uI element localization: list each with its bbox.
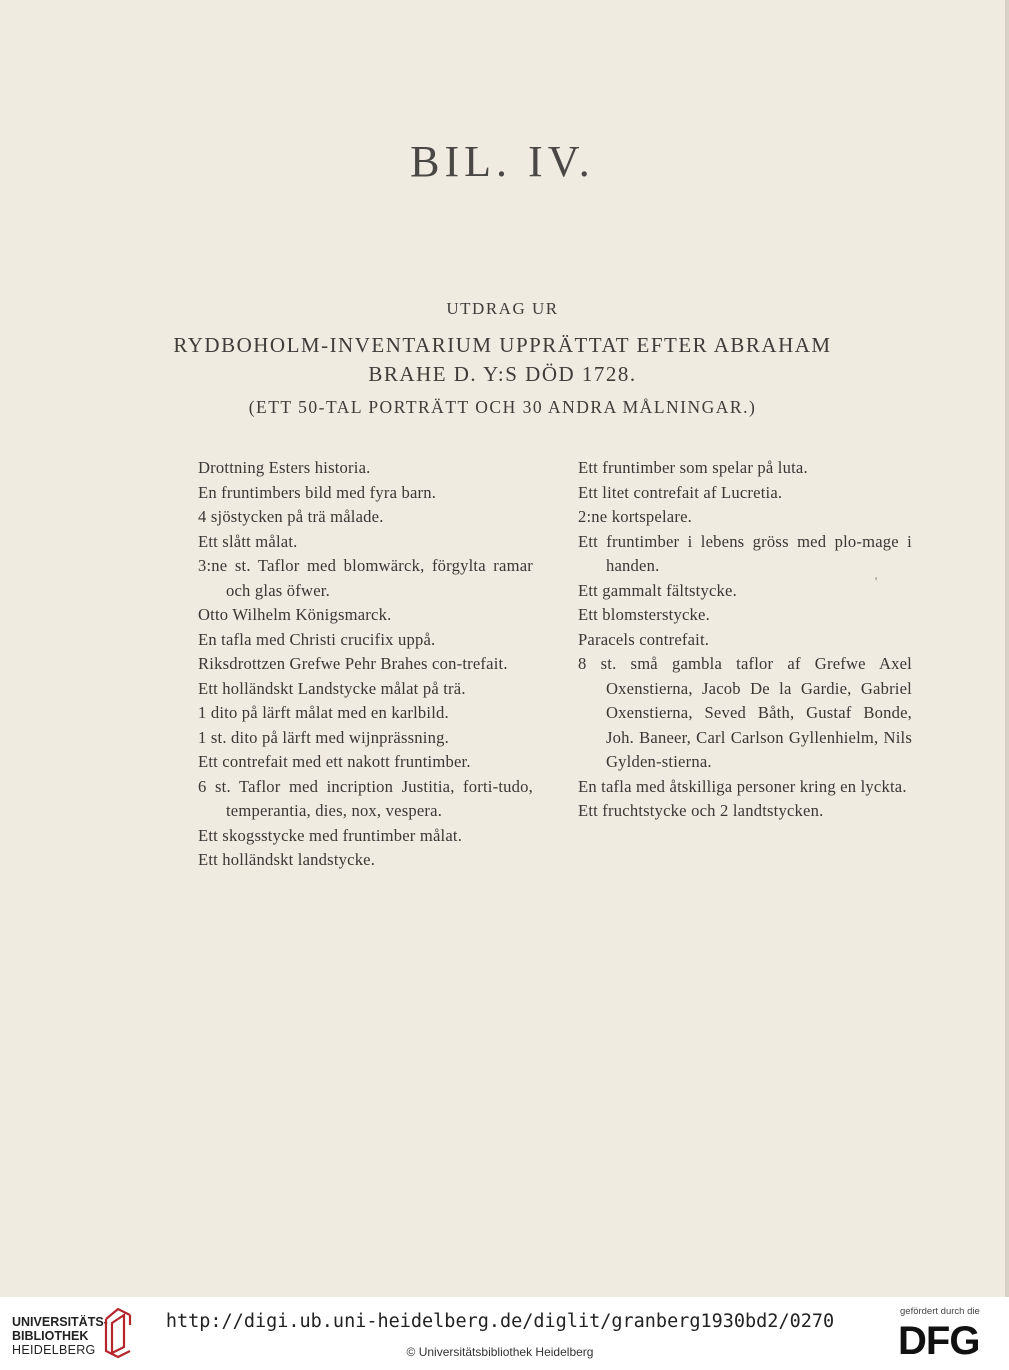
right-column xyxy=(578,456,912,824)
library-name-line2: BIBLIOTHEK xyxy=(12,1329,89,1343)
list-item: Drottning Esters historia. xyxy=(198,458,371,477)
heading-inventory-title: RYDBOHOLM-INVENTARIUM UPPRÄTTAT EFTER ABRAHAM xyxy=(173,333,832,357)
heading-utdrag: UTDRAG UR xyxy=(446,299,559,318)
list-item: Ett holländskt landstycke. xyxy=(198,850,376,869)
list-item: Ett slått målat. xyxy=(198,531,298,551)
dfg-logo[interactable]: DFG xyxy=(898,1319,980,1363)
list-item: 4 sjöstycken på trä målade. xyxy=(198,507,384,526)
list-item: En fruntimbers bild med fyra barn. xyxy=(198,482,437,502)
page-edge xyxy=(1005,0,1009,1297)
list-item: Ett contrefait med ett nakott fruntimber. xyxy=(198,752,471,771)
list-item: Ett gammalt fältstycke. xyxy=(578,580,737,600)
heading-inventory-note: (ETT 50-TAL PORTRÄTT OCH 30 ANDRA MÅLNINGAR.) xyxy=(248,397,757,417)
list-item: 8 st. små gambla taflor af Grefwe Axel Oxenstierna, Jacob De la Gardie, Gabriel Oxenstierna, Seved Båth, Gustaf Bonde, Joh. Baneer, Carl Carlson Gyllenhielm, Nils Gylden-stierna. xyxy=(578,654,912,771)
list-item: Otto Wilhelm Königsmarck. xyxy=(198,605,392,624)
library-name-line1: UNIVERSITÄTS- xyxy=(12,1315,108,1329)
list-item: En tafla med åtskilliga personer kring en lyckta. xyxy=(578,776,907,796)
list-item: 1 st. dito på lärft med wijnprässning. xyxy=(198,727,449,747)
list-item: 1 dito på lärft målat med en karlbild. xyxy=(198,703,449,722)
list-item: 6 st. Taflor med incription Justitia, forti-tudo, temperantia, dies, nox, vespera. xyxy=(198,776,533,820)
document-url-link[interactable]: http://digi.ub.uni-heidelberg.de/diglit/granberg1930bd2/0270 xyxy=(165,1311,835,1332)
page-title: BIL. IV. xyxy=(410,137,595,186)
list-item: Ett fruchtstycke och 2 landtstycken. xyxy=(578,801,824,820)
list-item: En tafla med Christi crucifix uppå. xyxy=(198,629,436,649)
list-item: 3:ne st. Taflor med blomwärck, förgylta ramar och glas öfwer. xyxy=(198,556,533,600)
funding-note: gefördert durch die xyxy=(900,1306,980,1317)
list-item: Ett blomsterstycke. xyxy=(578,605,710,624)
left-column xyxy=(198,456,533,873)
list-item: 2:ne kortspelare. xyxy=(578,507,692,526)
list-item: Ett skogsstycke med fruntimber målat. xyxy=(198,825,463,845)
print-mark: ' xyxy=(875,574,878,588)
library-name-line3: HEIDELBERG xyxy=(12,1343,96,1357)
list-item: Paracels contrefait. xyxy=(578,629,710,649)
heading-inventory-subtitle: BRAHE D. Y:S DÖD 1728. xyxy=(368,362,637,386)
footer-bar xyxy=(0,1297,1009,1370)
list-item: Ett litet contrefait af Lucretia. xyxy=(578,482,783,502)
list-item: Ett fruntimber i lebens gröss med plo-mage i handen. xyxy=(578,531,912,575)
list-item: Ett holländskt Landstycke målat på trä. xyxy=(198,678,466,698)
list-item: Ett fruntimber som spelar på luta. xyxy=(578,458,808,477)
list-item: Riksdrottzen Grefwe Pehr Brahes con-trefait. xyxy=(198,654,508,673)
copyright-notice: © Universitätsbibliothek Heidelberg xyxy=(406,1345,594,1359)
